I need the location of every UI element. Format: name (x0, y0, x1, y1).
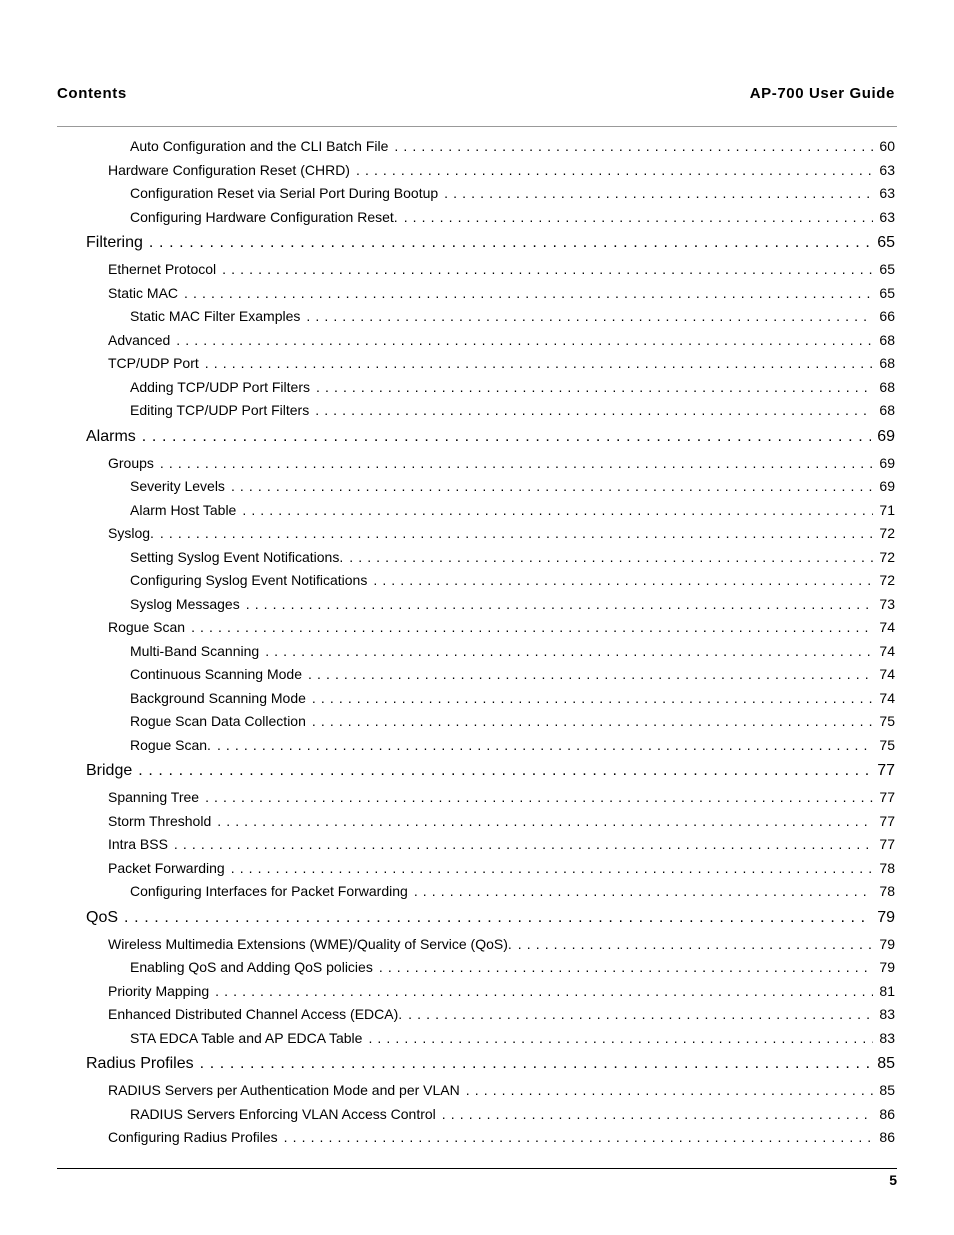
toc-entry[interactable] (0, 1082, 954, 1106)
toc-entry-title: Auto Configuration and the CLI Batch File (130, 138, 389, 154)
toc-entry[interactable] (0, 936, 954, 960)
toc-entry-title: Priority Mapping (108, 982, 210, 999)
toc-entry[interactable] (0, 836, 954, 860)
dot-leader (284, 1129, 874, 1145)
toc-entry[interactable] (0, 162, 954, 186)
dot-leader (124, 909, 871, 927)
toc-entry-title: Groups (108, 454, 154, 471)
toc-entry-title: Editing TCP/UDP Port Filters (130, 402, 310, 418)
toc-entry[interactable] (0, 478, 954, 502)
page-header (57, 85, 895, 105)
toc-entry-title: Syslog Messages (130, 595, 240, 612)
toc-entry-title: Hardware Configuration Reset (CHRD) (108, 161, 350, 178)
toc-entry-page: 74 (879, 689, 895, 706)
toc-entry-page: 73 (879, 595, 895, 612)
header-section-title: Contents (57, 85, 127, 102)
toc-entry-page: 79 (877, 908, 895, 926)
dot-leader (394, 138, 873, 154)
toc-entry-page: 65 (879, 261, 895, 277)
toc-entry-title: Setting Syslog Event Notifications. (130, 548, 344, 565)
dot-leader (414, 883, 874, 899)
toc-entry[interactable] (0, 1129, 954, 1153)
toc-entry[interactable] (0, 426, 954, 455)
toc-entry-title: Continuous Scanning Mode (130, 666, 303, 682)
toc-entry[interactable] (0, 261, 954, 285)
dot-leader (265, 643, 873, 659)
toc-entry[interactable] (0, 883, 954, 907)
toc-entry-title: Multi-Band Scanning (130, 642, 260, 659)
toc-entry-page: 68 (879, 331, 895, 348)
toc-entry-title: Configuring Hardware Configuration Reset. (130, 208, 398, 225)
page-number: 5 (889, 1172, 897, 1188)
toc-entry-title: RADIUS Servers Enforcing VLAN Access Control (130, 1105, 436, 1122)
toc-entry[interactable] (0, 983, 954, 1007)
toc-entry-page: 72 (879, 572, 895, 588)
dot-leader (312, 690, 874, 706)
dot-leader (308, 666, 873, 682)
toc-entry[interactable] (0, 713, 954, 737)
dot-leader (205, 789, 873, 805)
toc-entry[interactable] (0, 596, 954, 620)
toc-entry[interactable] (0, 549, 954, 573)
toc-entry[interactable] (0, 789, 954, 813)
toc-entry-title: Severity Levels (130, 478, 225, 494)
toc-entry[interactable] (0, 1106, 954, 1130)
dot-leader (200, 1055, 872, 1073)
toc-entry-page: 65 (879, 284, 895, 301)
toc-entry-page: 79 (879, 959, 895, 975)
toc-entry-title: Syslog. (108, 525, 154, 541)
dot-leader (349, 549, 873, 565)
toc-entry-page: 85 (877, 1055, 895, 1072)
toc-entry-page: 69 (879, 478, 895, 494)
toc-entry-page: 79 (879, 935, 895, 952)
toc-entry[interactable] (0, 332, 954, 356)
toc-entry-page: 74 (879, 642, 895, 659)
dot-leader (444, 185, 873, 201)
toc-entry[interactable] (0, 502, 954, 526)
toc-entry[interactable] (0, 402, 954, 426)
toc-entry[interactable] (0, 690, 954, 714)
dot-leader (316, 379, 873, 395)
dot-leader (518, 936, 874, 952)
toc-entry-page: 81 (879, 982, 895, 999)
toc-entry-page: 72 (879, 548, 895, 565)
dot-leader (191, 619, 873, 635)
dot-leader (174, 836, 874, 852)
toc-entry-title: Background Scanning Mode (130, 689, 306, 706)
toc-entry[interactable] (0, 643, 954, 667)
dot-leader (160, 525, 874, 541)
toc-entry-page: 71 (879, 501, 895, 518)
toc-entry-page: 78 (879, 859, 895, 876)
toc-entry[interactable] (0, 185, 954, 209)
toc-entry-page: 77 (879, 789, 895, 805)
toc-entry-title: Adding TCP/UDP Port Filters (130, 378, 310, 395)
header-divider (57, 126, 897, 127)
toc-entry[interactable] (0, 455, 954, 479)
dot-leader (217, 737, 873, 753)
toc-entry-title: Alarms (86, 427, 136, 445)
dot-leader (246, 596, 874, 612)
toc-entry[interactable] (0, 737, 954, 761)
dot-leader (205, 355, 874, 371)
toc-entry[interactable] (0, 959, 954, 983)
toc-entry-page: 69 (879, 454, 895, 471)
toc-entry-page: 77 (879, 812, 895, 829)
dot-leader (217, 813, 873, 829)
toc-entry-title: Ethernet Protocol (108, 261, 217, 277)
dot-leader (408, 1006, 873, 1022)
toc-entry[interactable] (0, 308, 954, 332)
toc-entry-page: 86 (879, 1105, 895, 1122)
toc-entry-page: 75 (879, 736, 895, 753)
toc-entry-title: Configuring Syslog Event Notifications (130, 572, 368, 588)
toc-entry-title: Rogue Scan. (130, 736, 211, 753)
dot-leader (242, 502, 873, 518)
toc-entry-title: Wireless Multimedia Extensions (WME)/Quality of Service (QoS). (108, 935, 512, 952)
toc-entry-page: 77 (877, 762, 895, 779)
toc-entry[interactable] (0, 572, 954, 596)
toc-entry-title: Storm Threshold (108, 812, 212, 829)
toc-entry-page: 66 (879, 308, 895, 324)
toc-entry-title: Configuring Radius Profiles (108, 1129, 278, 1145)
dot-leader (373, 572, 873, 588)
toc-entry-title: Enhanced Distributed Channel Access (EDCA). (108, 1006, 403, 1022)
toc-entry-page: 74 (879, 666, 895, 682)
toc-entry-page: 78 (879, 883, 895, 899)
dot-leader (306, 308, 873, 324)
toc-entry-title: Packet Forwarding (108, 859, 225, 876)
toc-entry-title: STA EDCA Table and AP EDCA Table (130, 1029, 363, 1046)
dot-leader (312, 713, 874, 729)
toc-entry-page: 65 (877, 234, 895, 251)
toc-entry-page: 72 (879, 525, 895, 541)
header-document-title: AP-700 User Guide (749, 85, 895, 102)
toc-entry-page: 68 (879, 378, 895, 395)
dot-leader (149, 234, 871, 252)
toc-entry[interactable] (0, 138, 954, 162)
toc-entry-page: 77 (879, 836, 895, 852)
toc-entry-title: Bridge (86, 762, 133, 779)
toc-entry[interactable] (0, 355, 954, 379)
toc-entry[interactable] (0, 232, 954, 261)
toc-entry[interactable] (0, 619, 954, 643)
toc-entry-page: 83 (879, 1006, 895, 1022)
toc-entry[interactable] (0, 1053, 954, 1082)
toc-entry-page: 63 (879, 185, 895, 201)
toc-entry[interactable] (0, 285, 954, 309)
toc-entry[interactable] (0, 1006, 954, 1030)
dot-leader (160, 455, 874, 471)
toc-entry-title: RADIUS Servers per Authentication Mode and per VLAN (108, 1082, 460, 1098)
toc-entry[interactable] (0, 907, 954, 936)
dot-leader (215, 983, 873, 999)
toc-entry-page: 60 (879, 138, 895, 154)
toc-entry-page: 75 (879, 713, 895, 729)
toc-entry[interactable] (0, 209, 954, 233)
toc-entry-page: 63 (879, 161, 895, 178)
toc-entry-page: 68 (879, 355, 895, 371)
toc-entry-title: TCP/UDP Port (108, 355, 199, 371)
toc-entry-title: Enabling QoS and Adding QoS policies (130, 959, 373, 975)
dot-leader (379, 959, 874, 975)
toc-entry-title: Rogue Scan Data Collection (130, 713, 306, 729)
table-of-contents (0, 138, 954, 1153)
dot-leader (184, 285, 873, 301)
toc-entry[interactable] (0, 760, 954, 789)
dot-leader (442, 1106, 874, 1122)
toc-entry-page: 69 (877, 427, 895, 445)
dot-leader (222, 261, 873, 277)
toc-entry-page: 68 (879, 402, 895, 418)
toc-entry-page: 86 (879, 1129, 895, 1145)
dot-leader (138, 762, 871, 780)
toc-entry[interactable] (0, 666, 954, 690)
toc-entry[interactable] (0, 379, 954, 403)
dot-leader (368, 1030, 873, 1046)
toc-entry[interactable] (0, 860, 954, 884)
toc-entry-title: Filtering (86, 234, 143, 251)
dot-leader (466, 1082, 874, 1098)
toc-entry-title: Advanced (108, 331, 171, 348)
dot-leader (176, 332, 873, 348)
footer-divider (57, 1168, 897, 1169)
toc-entry-page: 83 (879, 1029, 895, 1046)
dot-leader (142, 428, 871, 446)
toc-entry-title: Rogue Scan (108, 619, 186, 635)
toc-entry-title: Alarm Host Table (130, 501, 237, 518)
toc-entry-title: QoS (86, 908, 119, 926)
toc-entry-title: Configuration Reset via Serial Port During Bootup (130, 185, 439, 201)
toc-entry-title: Spanning Tree (108, 789, 200, 805)
dot-leader (315, 402, 873, 418)
dot-leader (231, 860, 874, 876)
toc-entry-page: 63 (879, 208, 895, 225)
dot-leader (231, 478, 873, 494)
toc-entry[interactable] (0, 1030, 954, 1054)
toc-entry-title: Configuring Interfaces for Packet Forwarding (130, 883, 408, 899)
toc-entry-page: 74 (879, 619, 895, 635)
dot-leader (404, 209, 874, 225)
toc-entry-title: Static MAC Filter Examples (130, 308, 301, 324)
toc-entry[interactable] (0, 525, 954, 549)
dot-leader (356, 162, 873, 178)
toc-entry-title: Radius Profiles (86, 1055, 194, 1072)
toc-entry-page: 85 (879, 1082, 895, 1098)
toc-entry-title: Intra BSS (108, 836, 168, 852)
toc-entry[interactable] (0, 813, 954, 837)
toc-entry-title: Static MAC (108, 284, 179, 301)
